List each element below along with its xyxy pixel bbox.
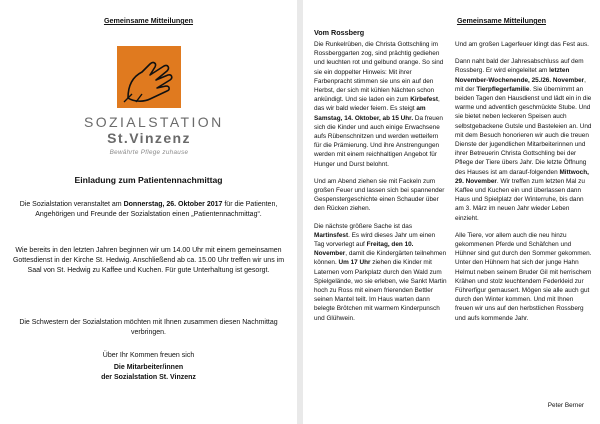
signature-line-1: Die Mitarbeiter/innen	[113, 364, 184, 371]
last-opening-date: Mittwoch, 29. November	[455, 168, 589, 185]
hands-heart-icon	[84, 42, 214, 112]
author-name: Peter Berner	[547, 402, 584, 409]
left-header: Gemeinsame Mitteilungen	[103, 16, 194, 25]
column-right	[455, 40, 593, 331]
logo-name: SOZIALSTATION	[84, 114, 224, 130]
invitation-paragraph-3: Die Schwestern der Sozialstation möchten mit Ihnen zusammen diesen Nachmittag verbringen.	[19, 319, 278, 337]
rossberg-paragraph-5	[455, 57, 593, 223]
invitation-closing: Über Ihr Kommen freuen sich	[102, 352, 195, 359]
right-page	[303, 0, 600, 424]
event-date: Donnerstag, 26. Oktober 2017	[123, 201, 223, 208]
p1-text-end: für die Patienten, Angehörigen und Freunde der Sozialstation einen „Patientennachmittag“.	[35, 201, 278, 219]
november-weekend-date: letzten November-Wochenende, 25./26. November	[455, 67, 585, 84]
text-run: Die nächste größere Sache ist das	[314, 222, 413, 230]
text-run: Die Runkelrüben, die Christa Gottschling im Rossberggarten zog, sind prächtig gediehen und leuchten rot und gelbund orange. So sind sie ein doppelter Hinweis: Mit ihrer Farbenpracht stimmen sie uns ein auf den Herbst, der sich mit kühlen Nächten schon ankündigt. Und sie laden ein zum	[314, 41, 444, 104]
martinsfest-date: Freitag, den 10. November	[314, 241, 414, 258]
text-run: ziehen die Kinder mit Laternen vom Parkplatz durch den Wald zum Spielgelände, wo sie erleben, wie Sankt Martin hoch zu Ross mit einem frierenden Bettler seinen Mantel teilt. Im Haus warten dann belegte Brötchen mit warmem Kinderpunsch und Glühwein.	[314, 259, 447, 322]
invitation-paragraph-2: Wie bereits in den letzten Jahren beginnen wir um 14.00 Uhr mit einem gemeinsamen Gottesdienst in der Kirche St. Hedwig. Anschließend ab ca. 15.00 Uhr treffen wir uns im Saal von St. Hedwig zu Kaffee und Kuchen. Für gute Unterhaltung ist gesorgt.	[12, 247, 285, 275]
text-run: , damit die Kindergärten teilnehmen können.	[314, 250, 447, 267]
kirbefest-date: am Samstag, 14. Oktober, ab 15 Uhr.	[314, 105, 426, 122]
invitation-title: Einladung zum Patientennachmittag	[74, 175, 223, 185]
section-title: Vom Rossberg	[314, 28, 365, 37]
invitation-paragraph-1	[10, 200, 287, 220]
column-left	[314, 40, 447, 331]
right-header: Gemeinsame Mitteilungen	[456, 16, 547, 25]
sozialstation-logo	[84, 42, 224, 160]
text-run: Dann naht bald der Jahresabschluss auf dem Rossberg. Er wird eingeleitet am	[455, 58, 584, 75]
text-run: . Es wird dieses Jahr um einen Tag vorverlegt auf	[314, 231, 436, 249]
p1-text-start: Die Sozialstation veranstaltet am	[19, 201, 124, 208]
text-run: , mit der	[455, 76, 586, 93]
text-run: . Wir treffen zum letzten Mal zu Kaffee und Kuchen ein und überlassen dann Haus und Spielplatz der Winterruhe, bis dann am 3. März im neuen Jahr wieder Leben einzieht.	[455, 177, 585, 222]
rossberg-paragraph-4: Und am großen Lagerfeuer klingt das Fest aus.	[455, 41, 589, 48]
rossberg-paragraph-3	[314, 222, 447, 323]
tierpflegerfamilie-label: Tierpflegerfamilie	[476, 85, 530, 93]
rossberg-paragraph-2: Und am Abend ziehen sie mit Fackeln zum großen Feuer und lassen sich bei spannender Gespenstergeschichte einen Schauder über den Rücken ziehen.	[314, 177, 445, 213]
rossberg-paragraph-6: Alle Tiere, vor allem auch die neu hinzu gekommenen Pferde und Schäfchen und Hühner sind gut durch den Sommer gekommen. Unter den Hühnern hat sich der junge Hahn Helmut neben seinem Bruder Gil mit herrischem Krähen und stolz leuchtendem Federkleid zur Führerfigur gemausert. Mögen sie alle auch gut durch den Winter kommen. Und mit Ihnen freuen wir uns auf den herbstlichen Rossberg und aufs kommende Jahr.	[455, 231, 592, 322]
martinsfest-time: Um 17 Uhr	[338, 259, 371, 267]
signature	[0, 363, 297, 383]
logo-slogan: Bewährte Pflege zuhause	[109, 149, 189, 156]
kirbefest-label: Kirbefest	[410, 96, 438, 104]
text-run: Da freuen sich die Kinder und auch einige Erwachsene aufs Rübenschnitzen und werden wetteifern für die Prämierung. Und ihre Anstrengungen werden mit einem reichhaltigen Angebot für Hunger und Durst belohnt.	[314, 114, 443, 168]
left-page	[0, 0, 297, 424]
martinsfest-label: Martinsfest	[314, 231, 349, 239]
text-run: , das wir bald wieder feiern. Es steigt	[314, 96, 440, 113]
text-run: . Sie übernimmt an beiden Tagen den Hausdienst und lädt ein in die warme und adventlich geschmückte Stube. Und sie bietet neben leckeren Speisen auch selbstgebackene Gutsle und Basteleien an. Und mit dem Besuch honorieren wir auch die treuen Dienste der jugendlichen Mitarbeiterinnen und ihrer Betreuerin Christa Gottschling bei der Pflege der Tiere übers Jahr. Die letzte Öffnung des Hauses ist am darauf-folgenden	[455, 85, 592, 176]
logo-place: St.Vinzenz	[107, 130, 191, 146]
signature-line-2: der Sozialstation St. Vinzenz	[101, 374, 196, 381]
rossberg-paragraph-1	[314, 40, 447, 169]
